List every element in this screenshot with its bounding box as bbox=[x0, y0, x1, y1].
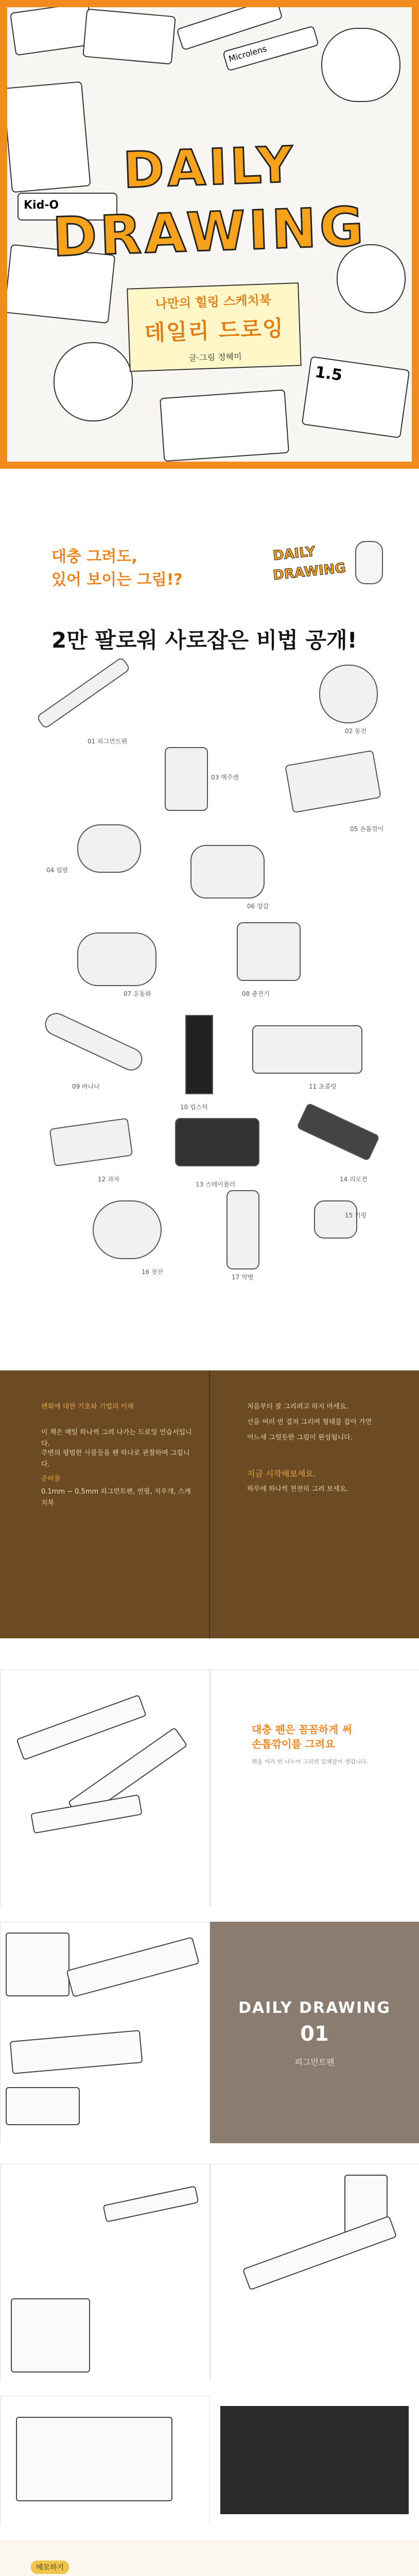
right-page bbox=[210, 2164, 419, 2380]
item-label: 01 피그먼트펜 bbox=[88, 738, 128, 745]
tin-sketch bbox=[321, 28, 400, 102]
pen-sketch bbox=[102, 2185, 199, 2223]
glove-icon bbox=[190, 845, 265, 899]
kid-o-label: Kid-O bbox=[24, 199, 59, 212]
intro-logo bbox=[273, 546, 350, 587]
item-label: 04 립밤 bbox=[46, 867, 68, 874]
sakura-sketch bbox=[6, 1933, 69, 1996]
lip-balm-icon bbox=[77, 824, 141, 873]
item-label: 17 약병 bbox=[232, 1274, 254, 1281]
sneakers-icon bbox=[77, 933, 156, 986]
intro-question-line1: 대충 그려도, bbox=[51, 548, 137, 566]
micron-sketch bbox=[6, 2087, 80, 2125]
chocolate-icon bbox=[252, 1025, 362, 1074]
spread-notes bbox=[0, 2540, 419, 2576]
orange-line-1: 대충 펜은 꼼꼼하게 써 bbox=[252, 1723, 352, 1736]
sakura-sketch bbox=[11, 2298, 90, 2372]
left-page bbox=[0, 2164, 210, 2380]
item-label: 11 초콜릿 bbox=[309, 1083, 337, 1090]
spread-right-closing: 하루에 하나씩 천천히 그려 보세요. bbox=[247, 1485, 348, 1493]
intro-section bbox=[0, 515, 419, 1298]
charger-icon bbox=[237, 922, 301, 981]
nail-clipper-icon bbox=[285, 750, 381, 814]
item-label: 15 키링 bbox=[345, 1212, 367, 1219]
card-sketch bbox=[302, 356, 410, 438]
note-page bbox=[0, 2540, 419, 2576]
chapter-number: 01 bbox=[300, 2022, 329, 2046]
cover-title-drawing: DRAWING bbox=[51, 195, 368, 269]
keyring-icon bbox=[314, 1200, 357, 1239]
item-label: 10 립스틱 bbox=[180, 1104, 208, 1111]
chapter-title: DAILY DRAWING bbox=[238, 1999, 391, 2017]
calculator-sketch bbox=[10, 2, 94, 56]
intro-question-line2: 있어 보이는 그림!? bbox=[51, 571, 183, 589]
spread-intro bbox=[0, 1370, 419, 1638]
spread-right-highlight: 지금 시작해보세요. bbox=[247, 1469, 316, 1479]
cover bbox=[0, 0, 419, 469]
right-page bbox=[210, 1669, 419, 1906]
item-label: 07 운동화 bbox=[124, 990, 151, 997]
teacup-icon bbox=[93, 1200, 162, 1259]
lipstick-icon bbox=[185, 1015, 213, 1094]
cover-subtitle-top: 나만의 힐링 스케치북 bbox=[155, 293, 272, 311]
banana-icon bbox=[41, 1009, 146, 1074]
beer-can-icon bbox=[165, 747, 208, 811]
card-number: 1.5 bbox=[313, 363, 344, 385]
lettering-sketch bbox=[16, 2417, 172, 2501]
spread-right-p3: 어느새 그럴듯한 그림이 완성됩니다. bbox=[247, 1434, 353, 1442]
eraser-sketch bbox=[82, 9, 176, 65]
spread-right-p2: 선을 여러 번 겹쳐 그리며 형태를 잡아 가면 bbox=[247, 1418, 372, 1426]
intro-logo-daily: DAILY bbox=[272, 544, 317, 564]
cover-subtitle-box bbox=[127, 282, 301, 372]
pen-sketch bbox=[242, 2215, 397, 2290]
item-label: 02 동전 bbox=[345, 727, 367, 735]
stapler-icon bbox=[175, 1118, 259, 1166]
left-page bbox=[0, 1922, 210, 2143]
desk-photo bbox=[220, 2406, 409, 2514]
spread-note: 펜을 여러 번 나누어 그리면 입체감이 생깁니다. bbox=[252, 1758, 369, 1765]
item-label: 16 찻잔 bbox=[142, 1268, 164, 1276]
spread-left-heading: 펜화에 대한 기초와 기법의 이해 bbox=[41, 1403, 134, 1411]
cover-title-daily: DAILY bbox=[122, 135, 297, 199]
item-label: 05 손톱깎이 bbox=[350, 825, 384, 833]
spread-left-p1: 이 책은 매일 하나씩 그려 나가는 드로잉 연습서입니다. bbox=[41, 1429, 192, 1448]
intro-headline: 2만 팔로워 사로잡은 비법 공개! bbox=[51, 628, 357, 653]
spread-right-p1: 처음부터 잘 그리려고 하지 마세요. bbox=[247, 1403, 348, 1411]
item-label: 06 장갑 bbox=[247, 903, 269, 910]
left-page bbox=[0, 2396, 210, 2524]
pencil-hand-icon bbox=[355, 541, 383, 584]
cover-subtitle-main: 데일리 드로잉 bbox=[144, 315, 285, 346]
item-label: 13 스테이플러 bbox=[196, 1181, 236, 1188]
spread-left-p2: 주변의 평범한 사물들을 펜 하나로 관찰하며 그립니다. bbox=[41, 1449, 190, 1468]
pen-sketch bbox=[66, 1937, 199, 1997]
cover-author: 글·그림 정혜미 bbox=[188, 351, 242, 363]
item-label: 12 과자 bbox=[98, 1176, 120, 1183]
medicine-bottle-icon bbox=[226, 1190, 259, 1269]
coin-icon bbox=[319, 665, 378, 723]
microlens-label: Microlens bbox=[227, 43, 268, 64]
chapter-page bbox=[210, 1922, 419, 2143]
spread-pen-drawing bbox=[0, 1669, 419, 1906]
item-label: 09 바나나 bbox=[72, 1083, 100, 1090]
pen-sketch-1 bbox=[16, 1694, 147, 1760]
spread-photo bbox=[0, 2396, 419, 2524]
orange-line-2: 손톱깎이를 그려요 bbox=[252, 1738, 335, 1750]
note-label: 메모하기 bbox=[31, 2561, 69, 2574]
item-label: 14 리모컨 bbox=[340, 1176, 368, 1183]
page-divider bbox=[209, 1370, 210, 1638]
glove-sketch bbox=[160, 389, 289, 462]
pigma-sketch bbox=[10, 2030, 143, 2074]
pen-icon bbox=[36, 656, 131, 730]
intro-logo-drawing: DRAWING bbox=[272, 560, 347, 584]
spread-chapter bbox=[0, 1922, 419, 2143]
item-label: 08 충전기 bbox=[242, 990, 270, 997]
remote-icon bbox=[296, 1103, 380, 1161]
chapter-subtitle: 피그먼트펜 bbox=[294, 2057, 335, 2067]
left-page bbox=[0, 1669, 210, 1906]
spread-left-p4: 0.1mm ~ 0.5mm 피그먼트펜, 연필, 지우개, 스케치북 bbox=[41, 1488, 191, 1507]
spread-practice bbox=[0, 2164, 419, 2380]
spread-left-p3: 준비물 bbox=[41, 1475, 61, 1483]
tape-sketch bbox=[54, 342, 133, 421]
snack-icon bbox=[49, 1118, 133, 1167]
item-label: 03 맥주캔 bbox=[211, 774, 239, 781]
